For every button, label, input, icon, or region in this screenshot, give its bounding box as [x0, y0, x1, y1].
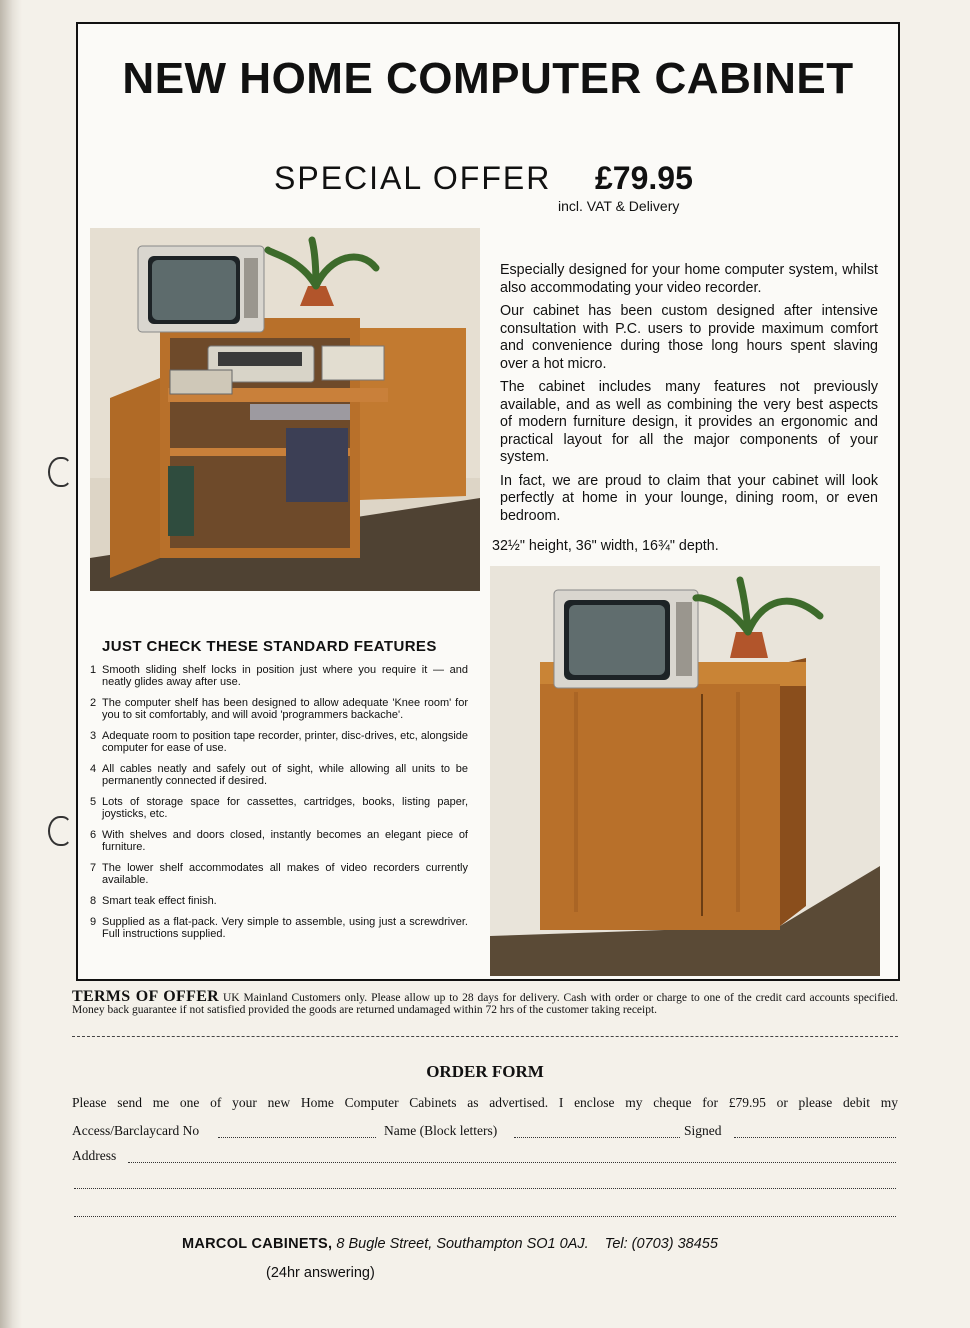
name-label: Name (Block letters) — [384, 1123, 498, 1138]
advert-frame — [76, 22, 900, 981]
feature-number: 3 — [89, 730, 97, 742]
page-binding — [0, 0, 22, 1328]
open-cabinet-photo — [90, 228, 480, 591]
feature-number: 4 — [89, 763, 97, 775]
dimensions: 32½" height, 36" width, 16¾" depth. — [492, 538, 719, 554]
feature-item — [84, 664, 468, 688]
features-heading: JUST CHECK THESE STANDARD FEATURES — [102, 638, 437, 655]
feature-text: The computer shelf has been designed to allow adequate 'Knee room' for you to sit comfortably, and will avoid 'programmers backache'. — [102, 697, 468, 721]
page-title: NEW HOME COMPUTER CABINET — [122, 54, 854, 103]
feature-item — [84, 895, 468, 907]
signed-label: Signed — [684, 1123, 722, 1138]
address-label: Address — [72, 1148, 117, 1163]
feature-item — [84, 763, 468, 787]
order-row-card — [72, 1123, 898, 1139]
punch-hole — [48, 816, 72, 846]
feature-item — [84, 862, 468, 886]
terms-of-offer — [72, 988, 899, 1016]
card-number-field[interactable] — [218, 1137, 376, 1138]
feature-item — [84, 697, 468, 721]
price-note: incl. VAT & Delivery — [558, 198, 680, 214]
answering-note: (24hr answering) — [266, 1265, 375, 1281]
feature-item — [84, 916, 468, 940]
feature-number: 5 — [89, 796, 97, 808]
closed-cabinet-photo — [490, 566, 880, 976]
description-paragraph: The cabinet includes many features not previously available, and as well as combining the very best aspects of modern furniture design, it provides an ergonomic and practical layout for all the major components of your system. — [500, 379, 878, 465]
feature-item — [84, 829, 468, 853]
features-list — [84, 664, 468, 949]
cut-line — [72, 1036, 898, 1037]
special-offer-label: SPECIAL OFFER — [274, 160, 552, 196]
order-row-address — [72, 1148, 898, 1164]
order-form-title: ORDER FORM — [426, 1062, 544, 1081]
feature-text: Smooth sliding shelf locks in position just where you require it — and neatly glides away after use. — [102, 664, 468, 688]
feature-number: 9 — [89, 916, 97, 928]
feature-text: Lots of storage space for cassettes, cartridges, books, listing paper, joysticks, etc. — [102, 796, 468, 820]
description-paragraph: Our cabinet has been custom designed after intensive consultation with P.C. users to provide maximum comfort and convenience during those long hours spent slaving over a hot micro. — [500, 303, 878, 372]
feature-number: 2 — [89, 697, 97, 709]
feature-text: The lower shelf accommodates all makes of video recorders currently available. — [102, 862, 468, 886]
description-paragraph: Especially designed for your home computer system, whilst also accommodating your video recorder. — [500, 262, 878, 296]
offer-price: £79.95 — [595, 160, 693, 196]
feature-item — [84, 796, 468, 820]
feature-text: With shelves and doors closed, instantly becomes an elegant piece of furniture. — [102, 829, 468, 853]
company-address: 8 Bugle Street, Southampton SO1 0AJ. — [336, 1236, 589, 1252]
company-footer — [182, 1236, 718, 1252]
feature-number: 6 — [89, 829, 97, 841]
order-intro: Please send me one of your new Home Computer Cabinets as advertised. I enclose my cheque for £79.95 or please debit my — [72, 1095, 898, 1110]
signature-field[interactable] — [734, 1137, 896, 1138]
description-paragraph: In fact, we are proud to claim that your cabinet will look perfectly at home in your lounge, dining room, or even bedroom. — [500, 472, 878, 524]
feature-text: Smart teak effect finish. — [102, 895, 217, 907]
card-number-label: Access/Barclaycard No — [72, 1123, 200, 1138]
name-field[interactable] — [514, 1137, 680, 1138]
feature-text: Supplied as a flat-pack. Very simple to assemble, using just a screwdriver. Full instructions supplied. — [102, 916, 468, 940]
feature-number: 1 — [89, 664, 97, 676]
terms-text: UK Mainland Customers only. Please allow up to 28 days for delivery. Cash with order or charge to one of the credit card accounts specified. Money back guarantee if not satisfied provided the goods are returned undamaged within 72 hrs of the customer taking receipt. — [72, 992, 899, 1016]
feature-number: 8 — [89, 895, 97, 907]
punch-hole — [48, 457, 72, 487]
address-field-line-3[interactable] — [74, 1216, 896, 1217]
company-telephone: Tel: (0703) 38455 — [604, 1236, 718, 1252]
feature-item — [84, 730, 468, 754]
feature-number: 7 — [89, 862, 97, 874]
address-field-line-2[interactable] — [74, 1188, 896, 1189]
terms-label: TERMS OF OFFER — [72, 988, 220, 1005]
feature-text: All cables neatly and safely out of sight, while allowing all units to be permanently connected if desired. — [102, 763, 468, 787]
feature-text: Adequate room to position tape recorder, printer, disc-drives, etc, alongside computer for ease of use. — [102, 730, 468, 754]
address-field-line-1[interactable] — [128, 1162, 896, 1163]
company-name: MARCOL CABINETS, — [182, 1236, 333, 1252]
description — [500, 262, 878, 531]
